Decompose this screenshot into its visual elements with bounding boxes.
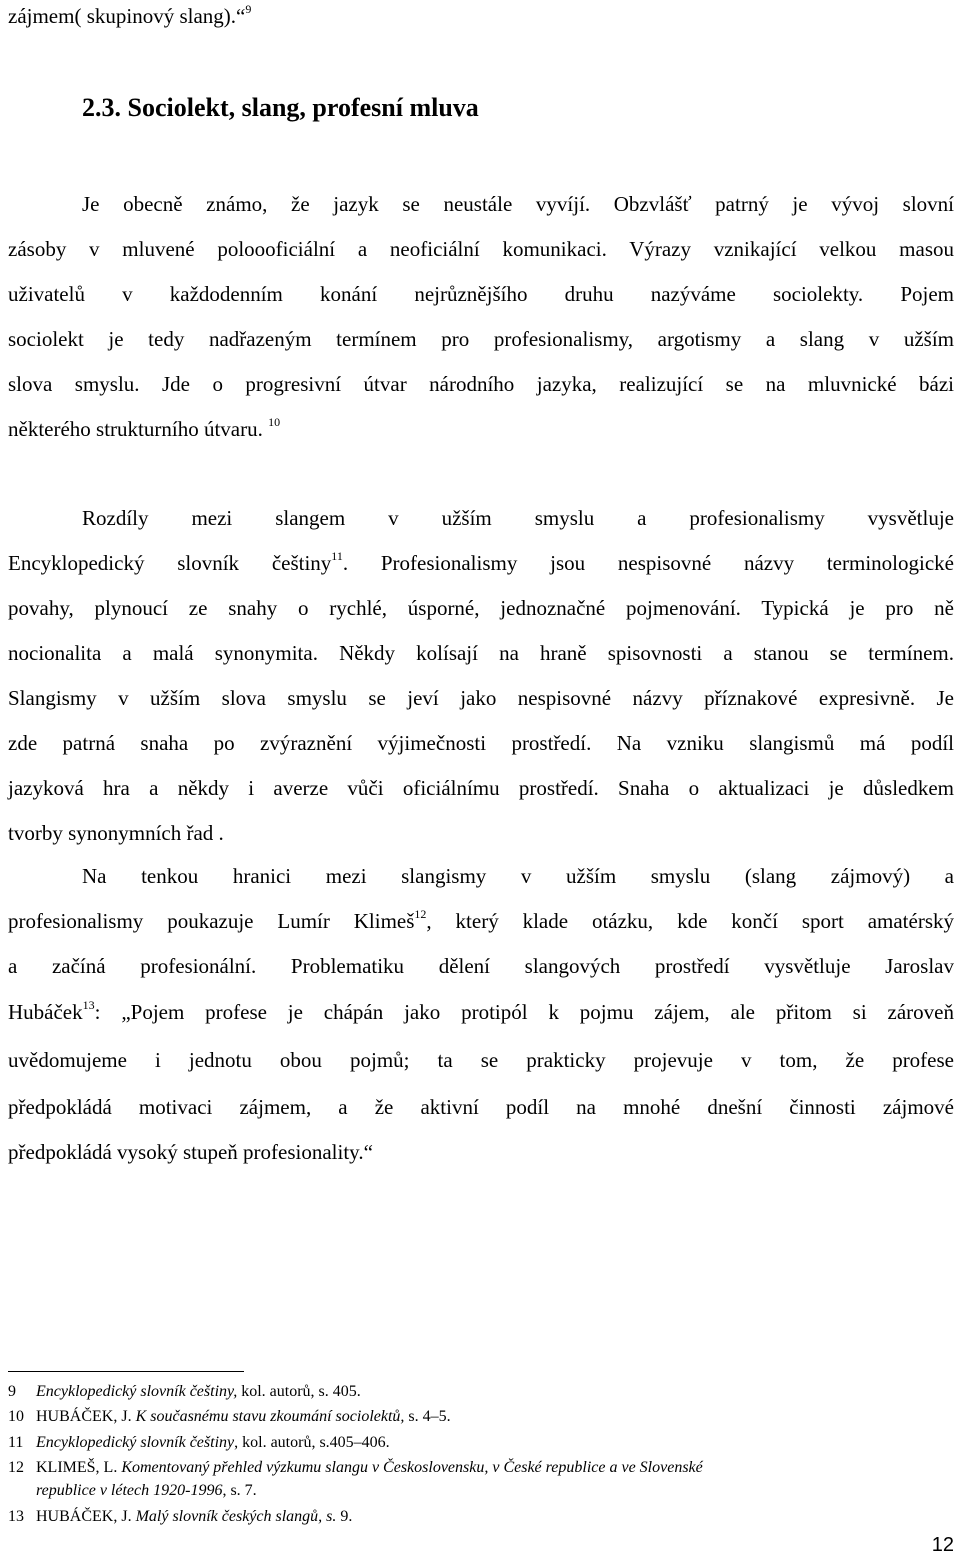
paragraph-line: slova smyslu. Jde o progresivní útvar národního jazyka, realizující se na mluvnické bázi xyxy=(8,372,954,396)
paragraph-line: uvědomujeme i jednotu obou pojmů; ta se prakticky projevuje v tom, že profese xyxy=(8,1048,954,1072)
footnote-ref[interactable]: 12 xyxy=(414,907,427,921)
footnote-number: 11 xyxy=(8,1434,24,1451)
footnote: 10 HUBÁČEK, J. K současnému stavu zkoumání sociolektů, s. 4–5. xyxy=(8,1406,954,1428)
paragraph-line: uživatelů v každodenním konání nejrůznějšího druhu nazýváme sociolekty. Pojem xyxy=(8,282,954,306)
footnote-number: 12 xyxy=(8,1459,24,1476)
paragraph-line: povahy, plynoucí ze snahy o rychlé, úsporné, jednoznačné pojmenování. Typická je pro ně xyxy=(8,596,954,620)
continued-text-line: zájmem( skupinový slang).“$^9$ xyxy=(8,2,252,28)
paragraph-line: a začíná profesionální. Problematiku dělení slangových prostředí vysvětluje Jaroslav xyxy=(8,954,954,978)
footnote-ref[interactable]: 9 xyxy=(245,2,252,16)
paragraph-line: Slangismy v užším slova smyslu se jeví jako nespisovné názvy příznakové expresivně. Je xyxy=(8,686,954,710)
paragraph-line: Hubáček$^{13}$: „Pojem profese je chápán jako protipól k pojmu zájem, ale přitom si zároveň xyxy=(8,998,954,1024)
footnote: 12 KLIMEŠ, L. Komentovaný přehled výzkumu slangu v Československu, v České republice a ve Slovenské xyxy=(8,1457,954,1479)
footnote-ref[interactable]: 13 xyxy=(82,998,95,1012)
footnote-separator xyxy=(8,1371,244,1372)
footnote-ref[interactable]: 11 xyxy=(331,549,343,563)
footnote: 9 Encyklopedický slovník češtiny, kol. autorů, s. 405. xyxy=(8,1381,954,1403)
paragraph-line: sociolekt je tedy nadřazeným termínem pro profesionalismy, argotismy a slang v užším xyxy=(8,327,954,351)
footnote-continuation: republice v létech 1920-1996, s. 7. xyxy=(36,1482,257,1499)
paragraph-line: Encyklopedický slovník češtiny$^{11}$. Profesionalismy jsou nespisovné názvy terminologické xyxy=(8,549,954,575)
paragraph-line: některého strukturního útvaru. $^{10}$ xyxy=(8,415,281,441)
paragraph-line: předpokládá motivaci zájmem, a že aktivní podíl na mnohé dnešní činnosti zájmové xyxy=(8,1095,954,1119)
footnote: 13 HUBÁČEK, J. Malý slovník českých slangů, s. 9. xyxy=(8,1506,954,1528)
paragraph-line: Je obecně známo, že jazyk se neustále vyvíjí. Obzvlášť patrný je vývoj slovní xyxy=(82,192,954,216)
footnote-ref[interactable]: 10 xyxy=(268,415,281,429)
footnote: 11 Encyklopedický slovník češtiny, kol. autorů, s.405–406. xyxy=(8,1432,954,1454)
paragraph-line: Rozdíly mezi slangem v užším smyslu a profesionalismy vysvětluje xyxy=(82,506,954,530)
paragraph-line: zásoby v mluvené poloooficiální a neoficiální komunikaci. Výrazy vznikající velkou masou xyxy=(8,237,954,261)
paragraph-line: profesionalismy poukazuje Lumír Klimeš$^{12}$, který klade otázku, kde končí sport amatérský xyxy=(8,907,954,933)
paragraph-line: zde patrná snaha po zvýraznění výjimečnosti prostředí. Na vzniku slangismů má podíl xyxy=(8,731,954,755)
section-heading: 2.3. Sociolekt, slang, profesní mluva xyxy=(82,93,479,122)
footnote-number: 13 xyxy=(8,1508,24,1525)
page-number: 12 xyxy=(931,1534,954,1556)
paragraph-line: nocionalita a malá synonymita. Někdy kolísají na hraně spisovnosti a stanou se termínem. xyxy=(8,641,954,665)
paragraph-line: jazyková hra a někdy i averze vůči oficiálnímu prostředí. Snaha o aktualizaci je důsledkem xyxy=(8,776,954,800)
footnote-number: 10 xyxy=(8,1408,24,1425)
footnote-number: 9 xyxy=(8,1383,16,1400)
paragraph-line: předpokládá vysoký stupeň profesionality.“ xyxy=(8,1140,373,1164)
paragraph-line: tvorby synonymních řad . xyxy=(8,821,224,845)
paragraph-line: Na tenkou hranici mezi slangismy v užším smyslu (slang zájmový) a xyxy=(82,864,954,888)
